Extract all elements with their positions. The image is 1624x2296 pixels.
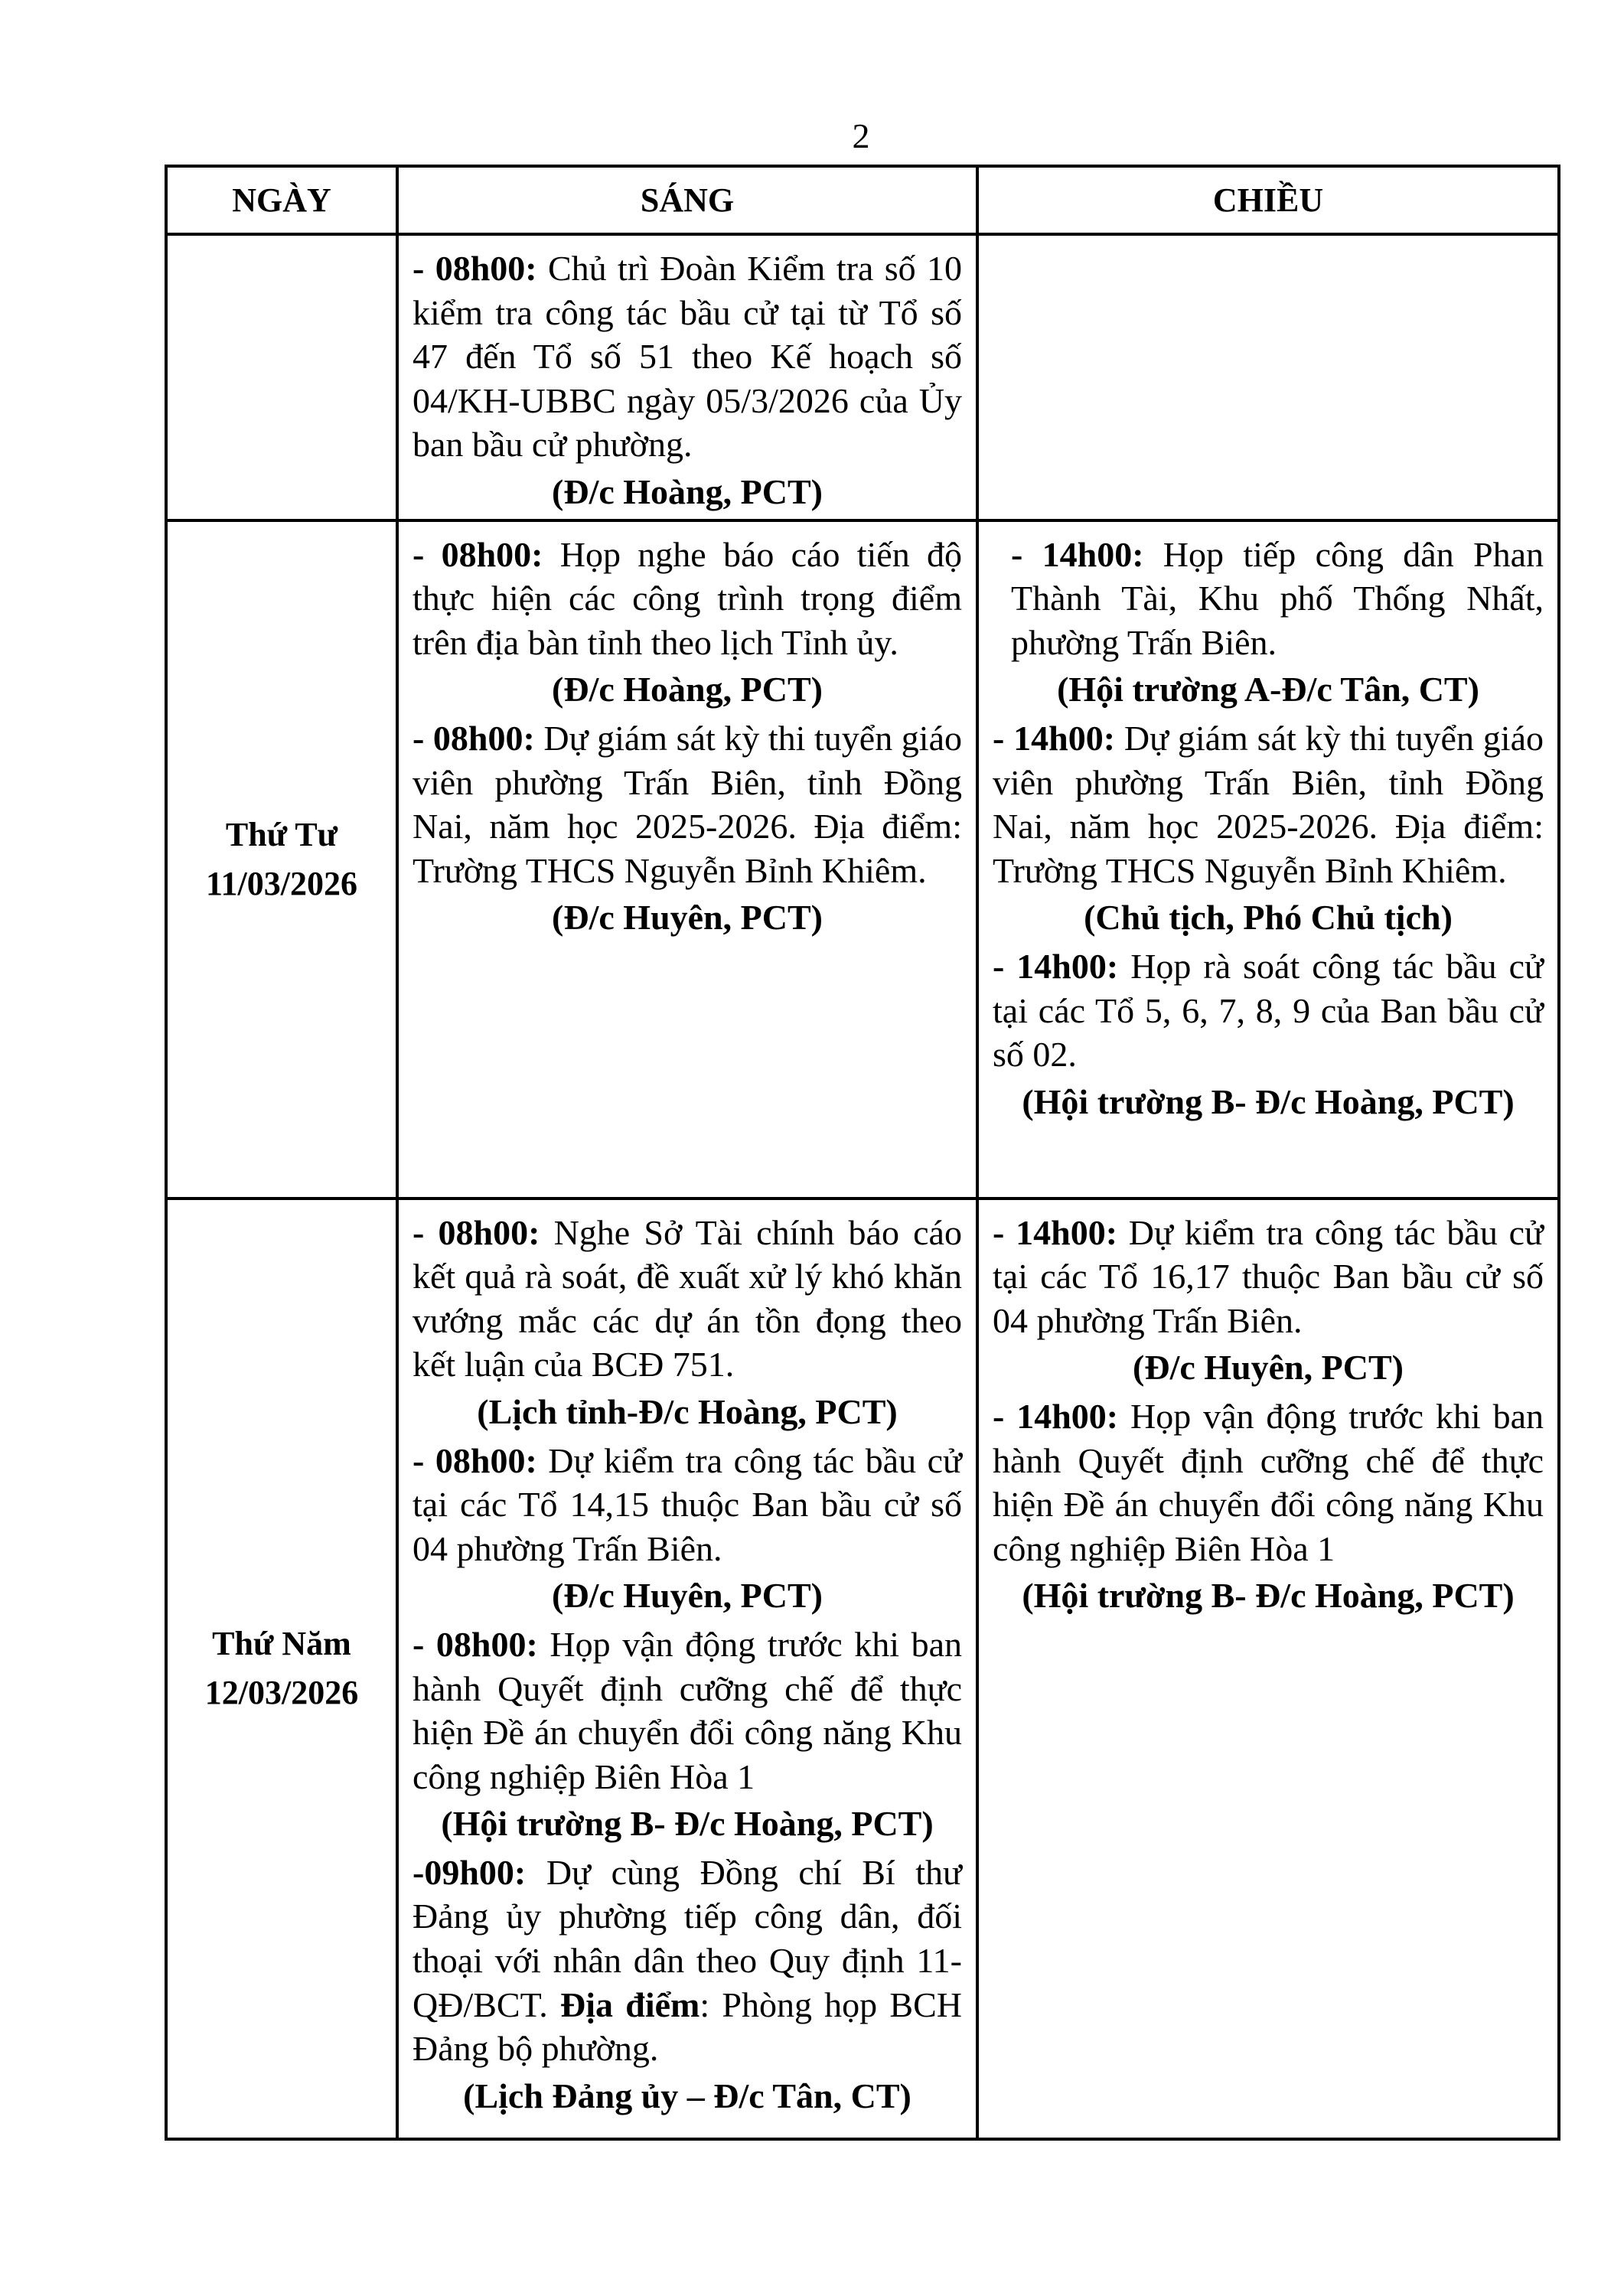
schedule-table [165, 165, 1560, 2141]
entry-responsible: (Hội trường A-Đ/c Tân, CT) [1057, 670, 1479, 709]
entry-responsible: (Hội trường B- Đ/c Hoàng, PCT) [441, 1804, 934, 1844]
day-cell [166, 520, 397, 1199]
entry-text: Họp vận động trước khi ban hành Quyết định cưỡng chế để thực hiện Đề án chuyển đổi công năng Khu công nghiệp Biên Hòa 1 [413, 1624, 962, 1796]
table-row [166, 1199, 1559, 2139]
morning-cell [397, 234, 977, 520]
entry-time: - 08h00: [413, 534, 543, 574]
entry-time: - 08h00: [413, 718, 535, 758]
schedule-entry [413, 1211, 962, 1387]
entry-text: Nghe Sở Tài chính báo cáo kết quả rà soát, đề xuất xử lý khó khăn vướng mắc các dự án tồn đọng theo kết luận của BCĐ 751. [413, 1212, 962, 1384]
schedule-entry [413, 716, 962, 892]
entry-text: Dự kiểm tra công tác bầu cử tại các Tổ 16,17 thuộc Ban bầu cử số 04 phường Trấn Biên. [993, 1212, 1544, 1340]
entry-responsible: (Hội trường B- Đ/c Hoàng, PCT) [1022, 1081, 1515, 1121]
entry-time: - 14h00: [993, 946, 1119, 986]
day-name: Thứ Tư [225, 815, 338, 853]
entry-time: - 14h00: [993, 718, 1116, 758]
entry-text-after: : Phòng họp BCH Đảng bộ phường. [413, 1985, 962, 2069]
afternoon-cell [977, 520, 1559, 1199]
entry-time: - 08h00: [413, 1212, 540, 1252]
entry-responsible: (Lịch tỉnh-Đ/c Hoàng, PCT) [477, 1391, 898, 1431]
day-date: 12/03/2026 [204, 1674, 359, 1712]
entry-text: Họp rà soát công tác bầu cử tại các Tổ 5, 6, 7, 8, 9 của Ban bầu cử số 02. [993, 946, 1544, 1075]
entry-responsible: (Đ/c Hoàng, PCT) [552, 670, 823, 709]
entry-time: - 14h00: [993, 1212, 1118, 1252]
entry-responsible: (Hội trường B- Đ/c Hoàng, PCT) [1022, 1576, 1515, 1616]
schedule-entry [413, 533, 962, 665]
entry-time: -09h00: [413, 1852, 527, 1892]
schedule-entry [413, 1439, 962, 1571]
header-afternoon: CHIỀU [977, 166, 1559, 234]
entry-time: - 14h00: [993, 1396, 1119, 1436]
entry-time: - 14h00: [1011, 534, 1144, 574]
schedule-entry [413, 1851, 962, 2071]
day-name: Thứ Năm [212, 1625, 351, 1663]
entry-text: Họp nghe báo cáo tiến độ thực hiện các công trình trọng điểm trên địa bàn tỉnh theo lịch Tỉnh ủy. [413, 534, 962, 662]
entry-responsible: (Lịch Đảng ủy – Đ/c Tân, CT) [463, 2076, 911, 2115]
table-header-row [166, 166, 1559, 234]
schedule-entry [993, 716, 1544, 892]
schedule-entry [993, 1211, 1544, 1343]
entry-time: - 08h00: [413, 249, 537, 288]
schedule-entry [993, 533, 1544, 665]
header-morning: SÁNG [397, 166, 977, 234]
entry-text: Dự giám sát kỳ thi tuyển giáo viên phường Trấn Biên, tỉnh Đồng Nai, năm học 2025-2026. Địa điểm: Trường THCS Nguyễn Bỉnh Khiêm. [993, 718, 1544, 890]
entry-text: Dự kiểm tra công tác bầu cử tại các Tổ 14,15 thuộc Ban bầu cử số 04 phường Trấn Biên. [413, 1440, 962, 1568]
morning-cell [397, 520, 977, 1199]
entry-responsible: (Đ/c Huyên, PCT) [552, 1576, 823, 1616]
entry-text: Chủ trì Đoàn Kiểm tra số 10 kiểm tra công tác bầu cử tại từ Tổ số 47 đến Tổ số 51 theo Kế hoạch số 04/KH-UBBC ngày 05/3/2026 của Ủy ban bầu cử phường. [413, 249, 962, 465]
morning-cell [397, 1199, 977, 2139]
entry-text: Dự giám sát kỳ thi tuyển giáo viên phường Trấn Biên, tỉnh Đồng Nai, năm học 2025-2026. Địa điểm: Trường THCS Nguyễn Bỉnh Khiêm. [413, 718, 962, 890]
day-cell [166, 234, 397, 520]
header-day: NGÀY [166, 166, 397, 234]
page-number: 2 [852, 116, 870, 155]
afternoon-cell [977, 234, 1559, 520]
schedule-entry [413, 1623, 962, 1799]
table-row [166, 234, 1559, 520]
entry-text: Dự cùng Đồng chí Bí thư Đảng ủy phường tiếp công dân, đối thoại với nhân dân theo Quy định 11-QĐ/BCT. [413, 1852, 962, 2024]
table-row [166, 520, 1559, 1199]
day-cell [166, 1199, 397, 2139]
entry-responsible: (Đ/c Huyên, PCT) [552, 898, 823, 938]
day-date: 11/03/2026 [205, 864, 358, 902]
entry-responsible: (Chủ tịch, Phó Chủ tịch) [1084, 898, 1453, 938]
entry-time: - 08h00: [413, 1624, 538, 1664]
schedule-entry [413, 246, 962, 467]
entry-responsible: (Đ/c Hoàng, PCT) [552, 471, 823, 511]
entry-text: Họp tiếp công dân Phan Thành Tài, Khu phố Thống Nhất, phường Trấn Biên. [1011, 534, 1544, 662]
schedule-entry [993, 1394, 1544, 1570]
schedule-entry [993, 944, 1544, 1077]
entry-responsible: (Đ/c Huyên, PCT) [1133, 1348, 1404, 1388]
afternoon-cell [977, 1199, 1559, 2139]
entry-text: Họp vận động trước khi ban hành Quyết định cưỡng chế để thực hiện Đề án chuyển đổi công năng Khu công nghiệp Biên Hòa 1 [993, 1396, 1544, 1568]
entry-time: - 08h00: [413, 1440, 537, 1480]
entry-location-label: Địa điểm [560, 1985, 700, 2024]
